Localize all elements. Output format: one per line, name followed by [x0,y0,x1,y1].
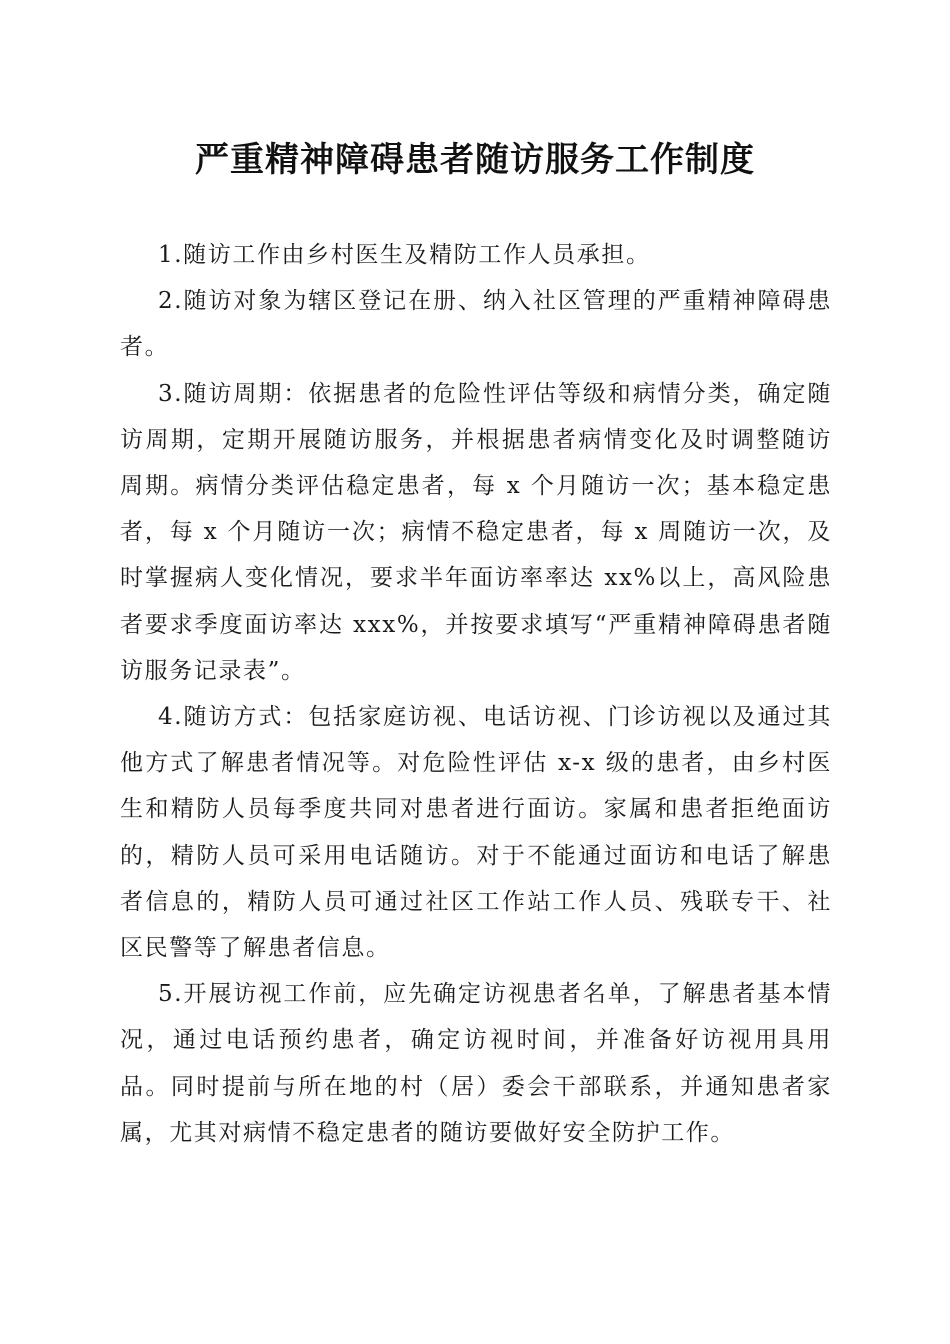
paragraph-4: 4.随访方式：包括家庭访视、电话访视、门诊访视以及通过其他方式了解患者情况等。对危险性评估 x-x 级的患者，由乡村医生和精防人员每季度共同对患者进行面访。家属和患者拒绝面访的，精防人员可采用电话随访。对于不能通过面访和电话了解患者信息的，精防人员可通过社区工作站工作人员、残联专干、社区民警等了解患者信息。 [120,704,832,962]
document-body [120,232,832,1156]
paragraph-5: 5.开展访视工作前，应先确定访视患者名单，了解患者基本情况，通过电话预约患者，确定访视时间，并准备好访视用具用品。同时提前与所在地的村（居）委会干部联系，并通知患者家属，尤其对病情不稳定患者的随访要做好安全防护工作。 [120,981,832,1146]
paragraph-2: 2.随访对象为辖区登记在册、纳入社区管理的严重精神障碍患者。 [120,288,832,361]
document-title: 严重精神障碍患者随访服务工作制度 [195,140,755,180]
paragraph-3: 3.随访周期：依据患者的危险性评估等级和病情分类，确定随访周期，定期开展随访服务，并根据患者病情变化及时调整随访周期。病情分类评估稳定患者，每 x 个月随访一次；基本稳定患者，每 x 个月随访一次；病情不稳定患者，每 x 周随访一次，及时掌握病人变化情况，要求半年面访率率达 xx%以上，高风险患者要求季度面访率达 xxx%，并按要求填写“严重精神障碍患者随访服务记录表”。 [120,380,832,684]
paragraph-1: 1.随访工作由乡村医生及精防工作人员承担。 [158,242,651,268]
